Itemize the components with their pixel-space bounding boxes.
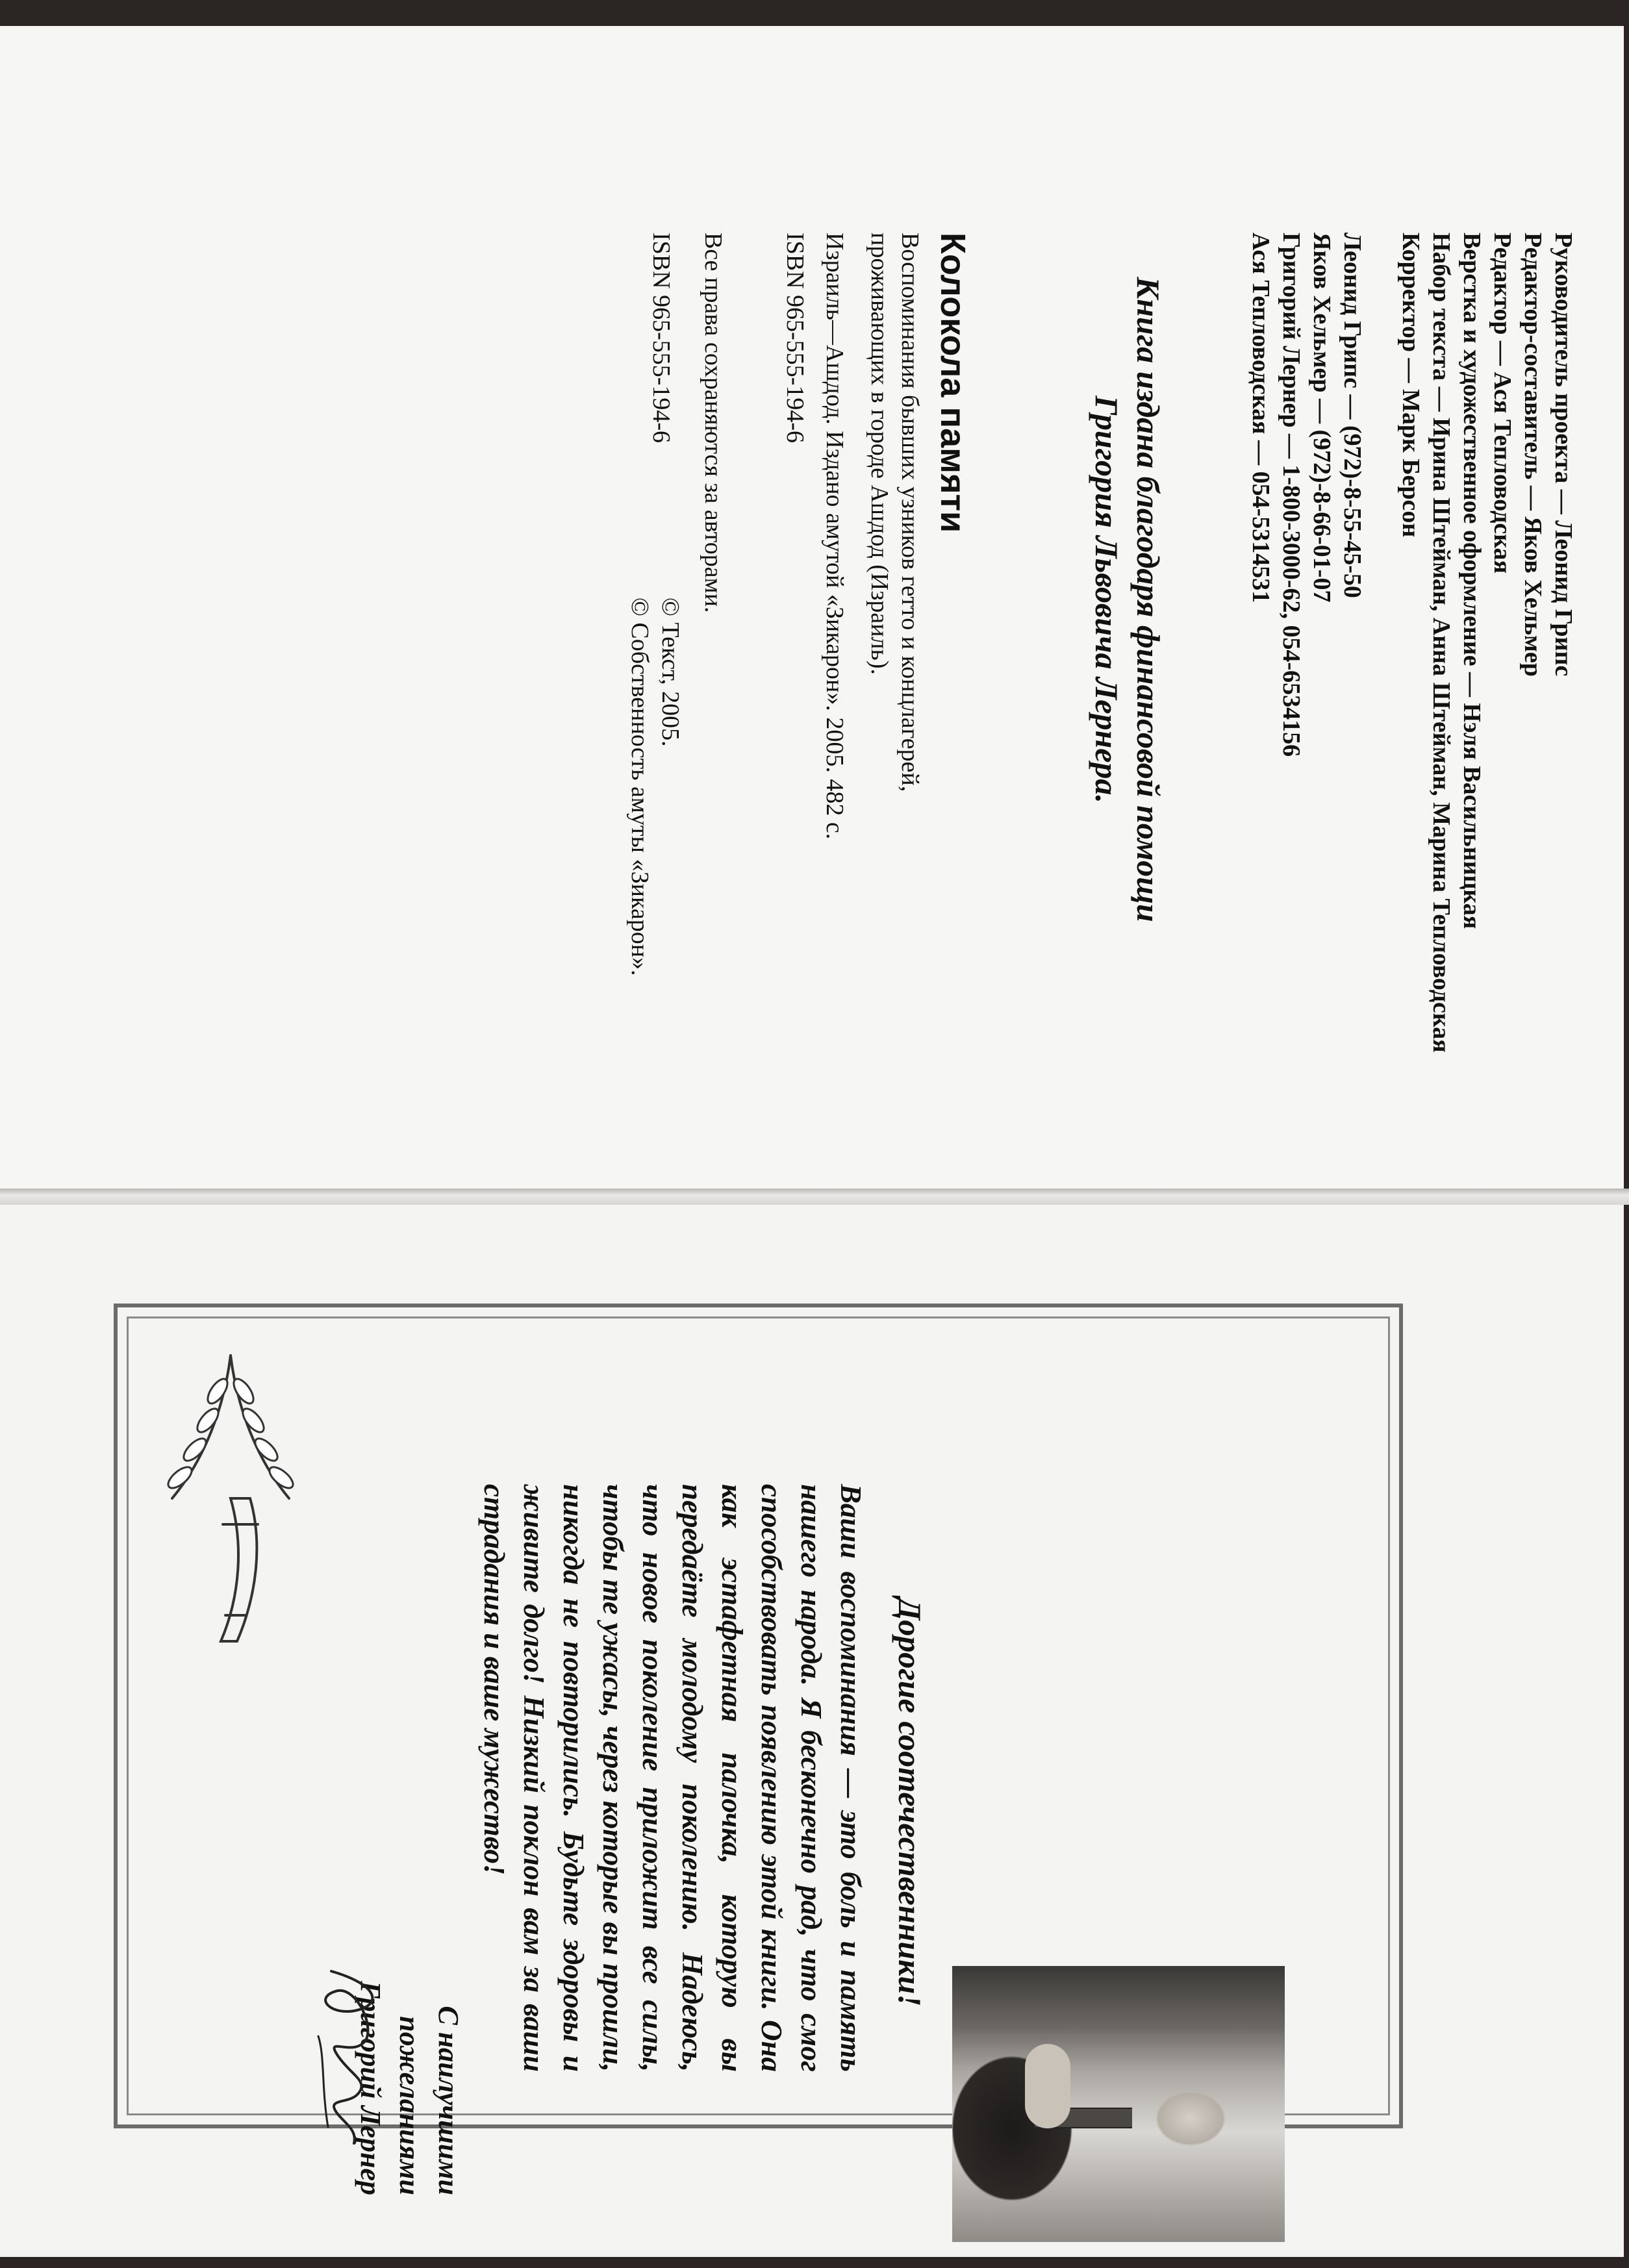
isbn-line: ISBN 965-555-194-6: [781, 233, 809, 444]
subtitle-line: проживающих в городе Ашдод (Израиль).: [866, 233, 893, 675]
letter-body: [474, 1484, 870, 2072]
credit-line: Набор текста — Ирина Штейман, Анна Штейман, Марина Тепловодская: [1428, 233, 1455, 1053]
contact-line: Григорий Лернер — 1-800-3000-62, 054-6534156: [1278, 233, 1305, 757]
book-title: Колокола памяти: [933, 233, 972, 533]
contact-line: Леонид Грипс — (972)-8-55-45-50: [1339, 233, 1366, 598]
credit-line: Редактор — Ася Тепловодская: [1489, 233, 1516, 574]
left-page: [0, 26, 1624, 1189]
contacts-block: [1245, 233, 1367, 757]
book-subtitle: [864, 233, 925, 1044]
laurel-ornament-icon: [127, 1329, 335, 1667]
subtitle-line: Воспоминания бывших узников гетто и концлагерей,: [896, 233, 924, 792]
credit-line: Редактор-составитель — Яков Хельмер: [1519, 233, 1547, 677]
credit-line: Корректор — Марк Берсон: [1397, 233, 1424, 538]
isbn-bottom: ISBN 965-555-194-6: [648, 233, 675, 444]
gratitude-note: [1086, 233, 1169, 966]
letter-text: Ваши воспоминания — это боль и память нашего народа. Я бесконечно рад, что смог способствовать появлению этой книги. Она как эстафетная палочка, которую вы передаёте молодому поколению. Надеюсь, что новое поколение приложит все силы, чтобы те ужасы, через которые вы прошли, никогда не повторились. Будьте здоровы и живите долго! Низкий поклон вам за ваши страдания и ваше мужество!: [478, 1484, 867, 2072]
photo-hands: [1025, 2044, 1070, 2128]
book-gutter: [0, 1189, 1629, 1205]
contact-line: Ася Тепловодская — 054-5314531: [1247, 233, 1274, 603]
publication-line: Израиль—Ашдод. Издано амутой «Зикарон». 2005. 482 с.: [821, 233, 848, 840]
copyright-line: © Текст, 2005.: [657, 598, 684, 747]
copyright-block: [624, 598, 685, 976]
right-page: [0, 1205, 1624, 2257]
copyright-line: © Собственность амуты «Зикарон».: [626, 598, 653, 976]
photo-portrait: [952, 1966, 1285, 2242]
book-info: [779, 233, 974, 1044]
letter-greeting: Дорогие соотечественники!: [892, 1598, 928, 2007]
credit-line: Верстка и художественное оформление — Нэля Васильницкая: [1458, 233, 1485, 929]
credit-line: Руководитель проекта — Леонид Грипс: [1550, 233, 1577, 677]
signatory-name: Григорий Лернер: [355, 1981, 386, 2195]
rights-notice: Все права сохраняются за авторами.: [700, 233, 727, 613]
gratitude-line: Книга издана благодаря финансовой помощи: [1130, 277, 1167, 922]
signature-icon: [299, 1958, 403, 2153]
gratitude-line: Григория Львовича Лернера.: [1089, 396, 1125, 803]
credits-block: [1395, 233, 1578, 1053]
contact-line: Яков Хельмер — (972)-8-66-01-07: [1308, 233, 1335, 603]
closing-phrase: С наилучшими пожеланиями: [394, 2006, 464, 2195]
